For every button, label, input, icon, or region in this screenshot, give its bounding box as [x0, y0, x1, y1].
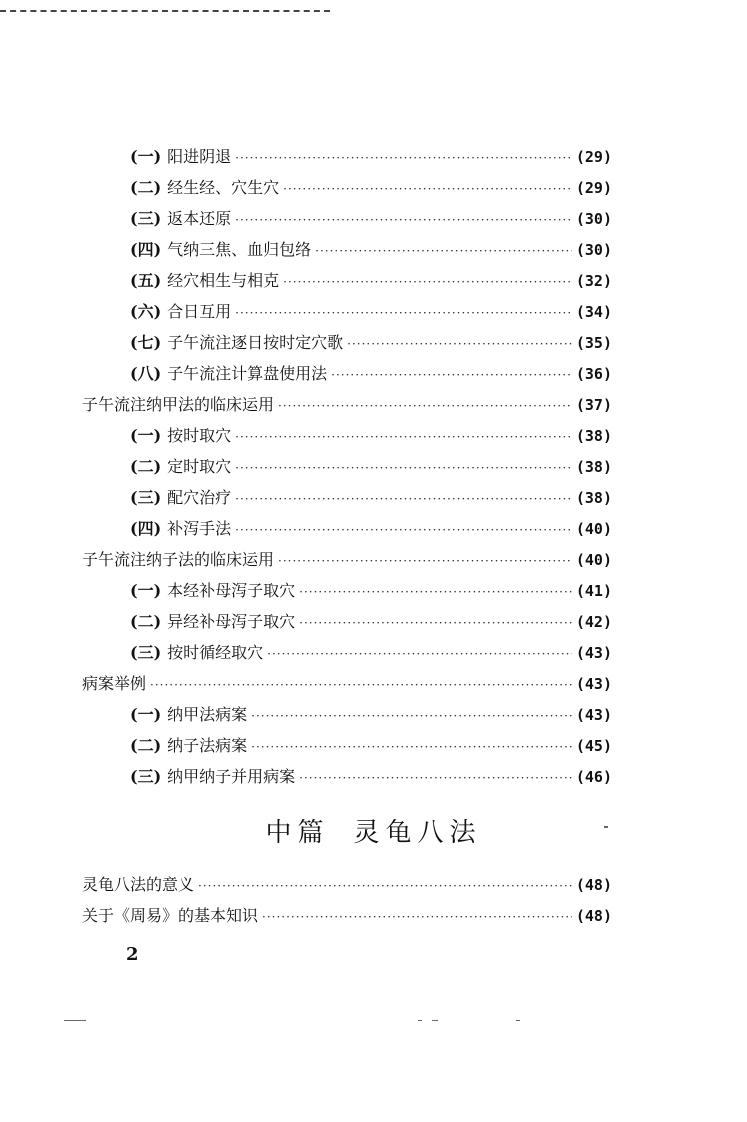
- toc-entry-title: 返本还原: [167, 209, 232, 228]
- toc-entry-page: (48): [575, 876, 612, 894]
- toc-dot-leader: [235, 151, 572, 165]
- toc-entry-page: (37): [575, 396, 612, 414]
- toc-entry-number: (一): [130, 147, 162, 166]
- toc-entry: [82, 361, 612, 392]
- toc-entry-title: 定时取穴: [167, 457, 232, 476]
- toc-dot-leader: [347, 337, 572, 351]
- toc-entry-number: (四): [130, 240, 162, 259]
- toc-entry-page: (43): [575, 644, 612, 662]
- toc-dot-leader: [278, 399, 572, 413]
- toc-entry-page: (35): [575, 334, 612, 352]
- toc-dot-leader: [235, 492, 572, 506]
- toc-entry-title: 本经补母泻子取穴: [167, 581, 296, 600]
- toc-entry: [82, 764, 612, 795]
- toc-entry-title: 病案举例: [82, 674, 147, 693]
- toc-dot-leader: [315, 244, 572, 258]
- toc-entry-number: (八): [130, 364, 162, 383]
- toc-entry: [82, 206, 612, 237]
- toc-entry-number: (一): [130, 426, 162, 445]
- toc-entry-page: (43): [575, 675, 612, 693]
- toc-entry-page: (42): [575, 613, 612, 631]
- toc-entry-title: 补泻手法: [167, 519, 232, 538]
- toc-entry: [82, 903, 612, 934]
- toc-entry-page: (30): [575, 241, 612, 259]
- toc-entry-number: (三): [130, 488, 162, 507]
- toc-entry-title: 灵龟八法的意义: [82, 875, 195, 894]
- toc-entry: [82, 516, 612, 547]
- toc-entry-title: 纳甲纳子并用病案: [167, 767, 296, 786]
- toc-entry: [82, 872, 612, 903]
- toc-entry-number: (三): [130, 209, 162, 228]
- toc-entry-page: (41): [575, 582, 612, 600]
- toc-entry-page: (30): [575, 210, 612, 228]
- toc-entry: [82, 454, 612, 485]
- toc-entry-page: (38): [575, 489, 612, 507]
- scan-mark: [604, 826, 608, 828]
- toc-dot-leader: [150, 678, 572, 692]
- toc-entry-number: (二): [130, 736, 162, 755]
- toc-entry: [82, 578, 612, 609]
- toc-entry-number: (一): [130, 705, 162, 724]
- toc-entry-page: (40): [575, 551, 612, 569]
- toc-entry-title: 子午流注计算盘使用法: [167, 364, 328, 383]
- toc-entry-page: (29): [575, 148, 612, 166]
- toc-entry-number: (七): [130, 333, 162, 352]
- toc-dot-leader: [283, 275, 572, 289]
- scan-mark: [516, 1020, 520, 1021]
- toc-entry: [82, 237, 612, 268]
- toc-entry-title: 子午流注纳甲法的临床运用: [82, 395, 275, 414]
- toc-entry-number: (二): [130, 612, 162, 631]
- toc-dot-leader: [278, 554, 572, 568]
- toc-entry-page: (38): [575, 458, 612, 476]
- toc-dot-leader: [299, 616, 572, 630]
- toc-entry-page: (32): [575, 272, 612, 290]
- toc-entry-title: 纳子法病案: [167, 736, 248, 755]
- toc-entry: [82, 144, 612, 175]
- table-of-contents-part2: [82, 872, 612, 934]
- section-part-label: 中篇: [265, 818, 330, 848]
- table-of-contents-part1: [82, 144, 612, 795]
- page-number: 2: [126, 944, 139, 965]
- toc-dot-leader: [251, 709, 572, 723]
- scan-mark: [64, 1020, 86, 1021]
- toc-entry-page: (46): [575, 768, 612, 786]
- toc-entry: [82, 702, 612, 733]
- toc-dot-leader: [235, 461, 572, 475]
- toc-entry-page: (43): [575, 706, 612, 724]
- toc-dot-leader: [299, 585, 572, 599]
- toc-entry: [82, 671, 612, 702]
- toc-entry-number: (五): [130, 271, 162, 290]
- toc-dot-leader: [235, 306, 572, 320]
- toc-entry-title: 合日互用: [167, 302, 232, 321]
- toc-entry-page: (45): [575, 737, 612, 755]
- scan-mark: [418, 1020, 422, 1021]
- toc-entry: [82, 485, 612, 516]
- toc-entry-number: (二): [130, 457, 162, 476]
- toc-entry-title: 配穴治疗: [167, 488, 232, 507]
- toc-entry: [82, 609, 612, 640]
- toc-entry: [82, 547, 612, 578]
- toc-dot-leader: [235, 523, 572, 537]
- toc-dot-leader: [331, 368, 572, 382]
- toc-entry: [82, 330, 612, 361]
- toc-entry-title: 经穴相生与相克: [167, 271, 280, 290]
- toc-entry-number: (二): [130, 178, 162, 197]
- toc-entry-number: (三): [130, 643, 162, 662]
- section-title: 灵龟八法: [353, 818, 482, 848]
- toc-entry-title: 经生经、穴生穴: [167, 178, 280, 197]
- toc-dot-leader: [198, 879, 572, 893]
- toc-entry: [82, 268, 612, 299]
- toc-dot-leader: [262, 910, 572, 924]
- toc-dot-leader: [235, 430, 572, 444]
- toc-dot-leader: [267, 647, 572, 661]
- toc-entry-title: 纳甲法病案: [167, 705, 248, 724]
- toc-entry-title: 关于《周易》的基本知识: [82, 906, 259, 925]
- toc-entry-title: 阳进阴退: [167, 147, 232, 166]
- toc-dot-leader: [299, 771, 572, 785]
- toc-entry-page: (29): [575, 179, 612, 197]
- toc-entry-title: 子午流注纳子法的临床运用: [82, 550, 275, 569]
- toc-entry-title: 按时循经取穴: [167, 643, 264, 662]
- top-dashed-rule: [0, 10, 330, 12]
- toc-dot-leader: [235, 213, 572, 227]
- toc-entry-title: 按时取穴: [167, 426, 232, 445]
- toc-dot-leader: [283, 182, 572, 196]
- toc-entry: [82, 423, 612, 454]
- scan-mark: [432, 1020, 438, 1021]
- toc-entry-page: (40): [575, 520, 612, 538]
- toc-entry: [82, 175, 612, 206]
- toc-entry-title: 异经补母泻子取穴: [167, 612, 296, 631]
- toc-entry: [82, 392, 612, 423]
- toc-entry: [82, 733, 612, 764]
- toc-entry-page: (38): [575, 427, 612, 445]
- toc-entry-number: (一): [130, 581, 162, 600]
- toc-entry-number: (六): [130, 302, 162, 321]
- toc-entry: [82, 640, 612, 671]
- toc-entry-title: 气纳三焦、血归包络: [167, 240, 312, 259]
- toc-entry-page: (34): [575, 303, 612, 321]
- toc-entry-title: 子午流注逐日按时定穴歌: [167, 333, 344, 352]
- toc-entry-number: (四): [130, 519, 162, 538]
- toc-entry-page: (36): [575, 365, 612, 383]
- section-heading: [0, 812, 747, 849]
- toc-entry-number: (三): [130, 767, 162, 786]
- toc-entry: [82, 299, 612, 330]
- toc-dot-leader: [251, 740, 572, 754]
- toc-entry-page: (48): [575, 907, 612, 925]
